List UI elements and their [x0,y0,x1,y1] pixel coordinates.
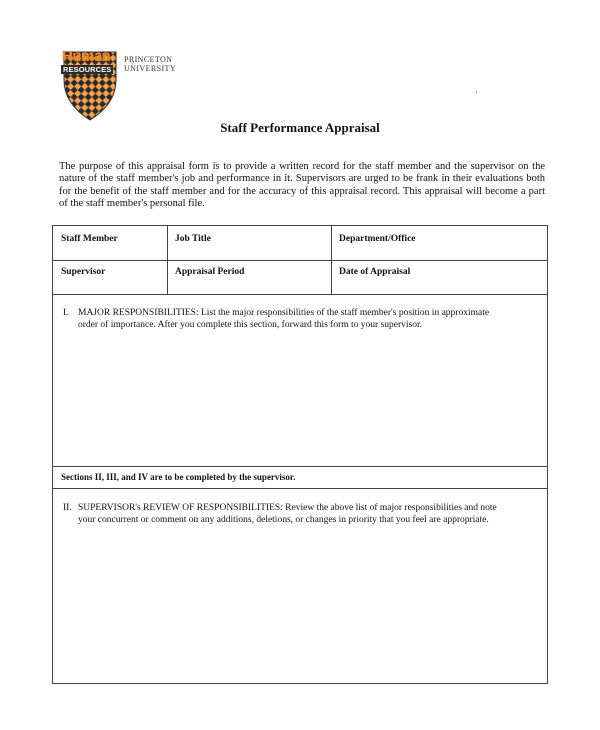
section-supervisor-review[interactable]: II. SUPERVISOR's REVIEW OF RESPONSIBILITIES: Review the above list of major responsibilities and note your concurrent or comment on any additions, deletions, or changes in priority that you feel are appropriate. [63,503,497,525]
department-field[interactable]: Department/Office [339,234,416,244]
supervisor-note: Sections II, III, and IV are to be completed by the supervisor. [61,472,296,482]
staff-member-field[interactable]: Staff Member [61,234,118,244]
supervisor-field[interactable]: Supervisor [61,267,106,277]
stray-mark [476,92,477,93]
logo-human-text: Human [62,48,111,65]
intro-paragraph: The purpose of this appraisal form is to provide a written record for the staff member and the supervisor on the nature of the staff member's job and performance in it. Supervisors are urged to be frank in their evaluations both for the benefit of the staff member and for the accuracy of this appraisal record. This appraisal will become a part of the staff member's personal file. [59,161,545,210]
section-major-responsibilities[interactable]: I. MAJOR RESPONSIBILITIES: List the major responsibilities of the staff member's position in approximate order of importance. After you complete this section, forward this form to your supervisor. [63,308,490,330]
hr-logo [60,44,190,122]
university-name: PRINCETON UNIVERSITY [124,55,176,73]
logo-resources-text: RESOURCES [63,65,112,74]
appraisal-period-field[interactable]: Appraisal Period [175,267,245,277]
page-title: Staff Performance Appraisal [220,120,380,135]
date-of-appraisal-field[interactable]: Date of Appraisal [339,267,411,277]
appraisal-form-table [52,225,548,684]
job-title-field[interactable]: Job Title [175,234,211,244]
